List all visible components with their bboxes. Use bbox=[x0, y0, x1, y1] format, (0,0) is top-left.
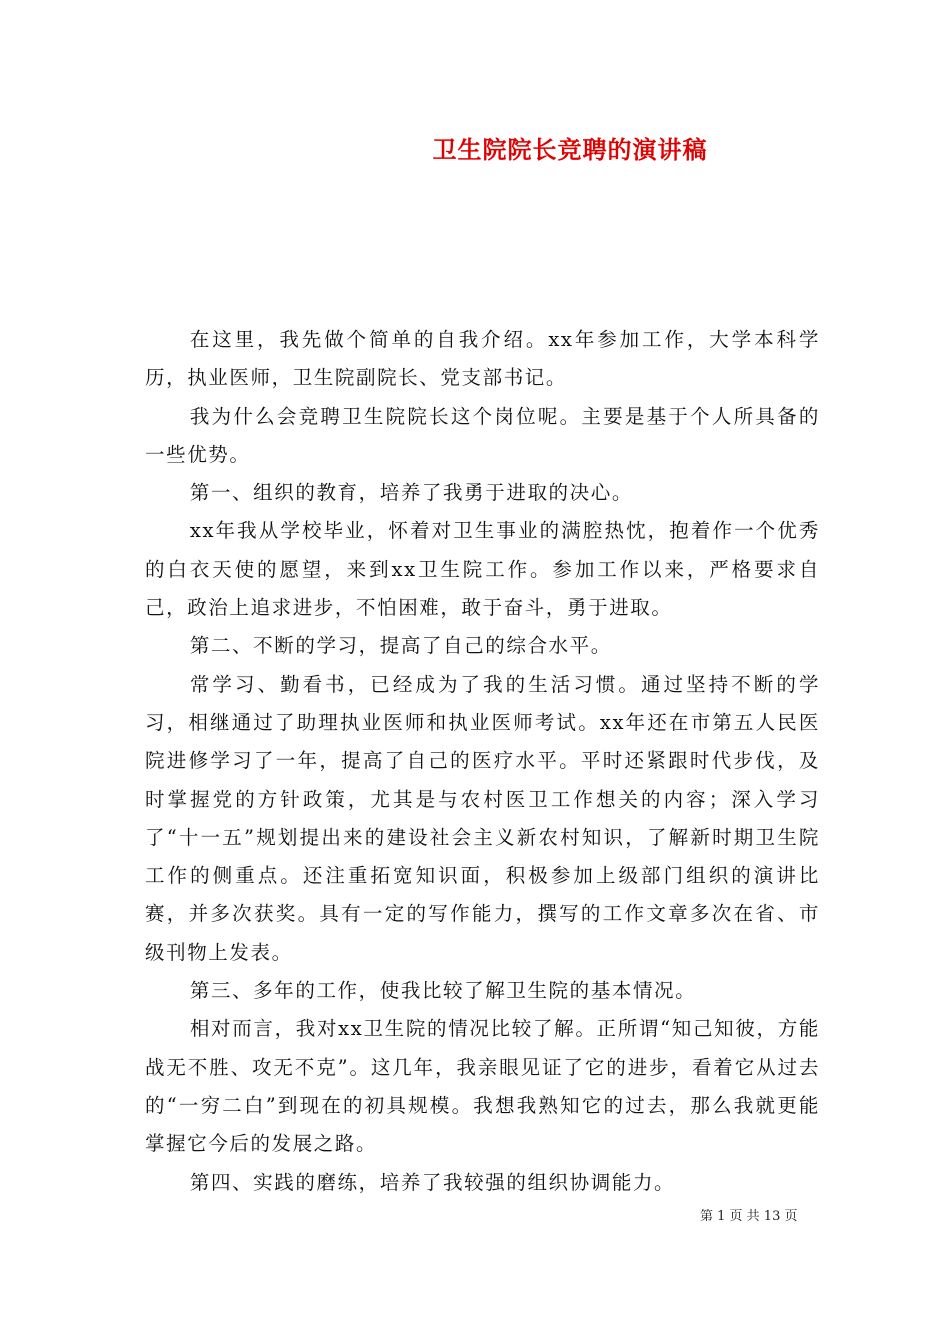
paragraph: 第二、不断的学习，提高了自己的综合水平。 bbox=[189, 634, 612, 658]
paragraph: 第四、实践的磨练，培养了我较强的组织协调能力。 bbox=[189, 1170, 676, 1194]
document-title: 卫生院院长竞聘的演讲稿 bbox=[432, 135, 708, 164]
paragraph: 在这里，我先做个简单的自我介绍。xx年参加工作，大学本科学历，执业医师，卫生院副院长、党支部书记。 bbox=[145, 328, 820, 390]
page-number-footer: 第 1 页 共 13 页 bbox=[700, 1209, 798, 1224]
paragraph: xx年我从学校毕业，怀着对卫生事业的满腔热忱，抱着作一个优秀的白衣天使的愿望，来到xx卫生院工作。参加工作以来，严格要求自己，政治上追求进步，不怕困难，敢于奋斗，勇于进取。 bbox=[145, 519, 820, 620]
paragraph: 相对而言，我对xx卫生院的情况比较了解。正所谓“知己知彼，方能战无不胜、攻无不克”。这几年，我亲眼见证了它的进步，看着它从过去的“一穷二白”到现在的初具规模。我想我熟知它的过去，那么我就更能掌握它今后的发展之路。 bbox=[145, 1017, 820, 1156]
paragraph: 我为什么会竞聘卫生院院长这个岗位呢。主要是基于个人所具备的一些优势。 bbox=[145, 404, 820, 466]
paragraph: 第一、组织的教育，培养了我勇于进取的决心。 bbox=[189, 481, 633, 505]
paragraph: 第三、多年的工作，使我比较了解卫生院的基本情况。 bbox=[189, 979, 697, 1003]
document-body bbox=[145, 321, 820, 1202]
paragraph: 常学习、勤看书，已经成为了我的生活习惯。通过坚持不断的学习，相继通过了助理执业医师和执业医师考试。xx年还在市第五人民医院进修学习了一年，提高了自己的医疗水平。平时还紧跟时代步伐，及时掌握党的方针政策，尤其是与农村医卫工作想关的内容；深入学习了“十一五”规划提出来的建设社会主义新农村知识，了解新时期卫生院工作的侧重点。还注重拓宽知识面，积极参加上级部门组织的演讲比赛，并多次获奖。具有一定的写作能力，撰写的工作文章多次在省、市级刊物上发表。 bbox=[145, 672, 820, 964]
